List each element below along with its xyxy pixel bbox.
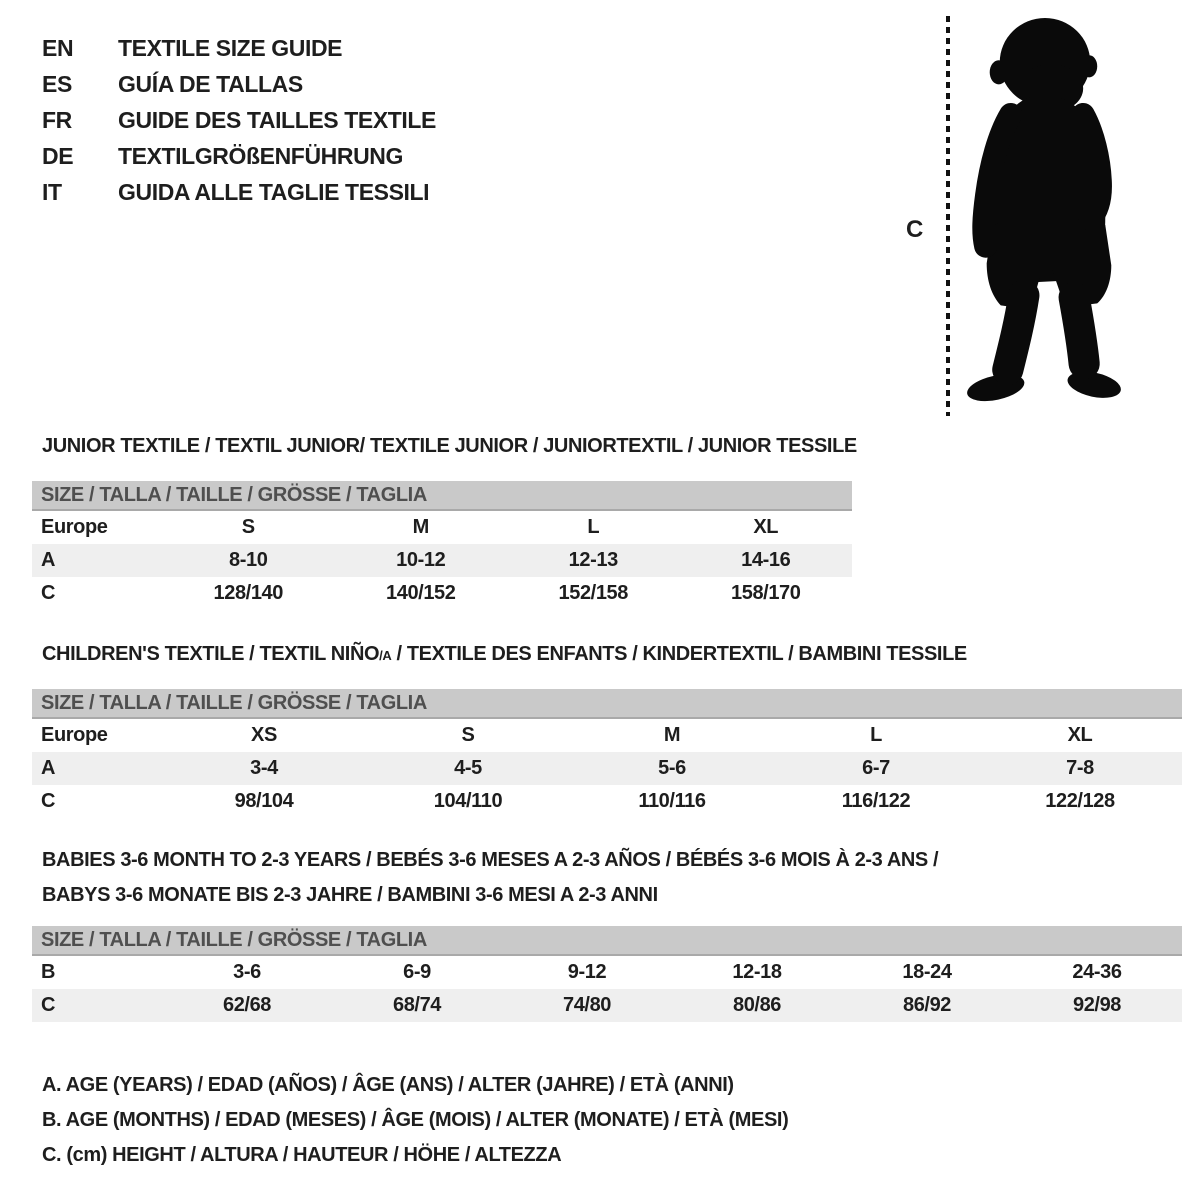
language-title: GUÍA DE TALLAS <box>118 70 303 97</box>
value-cell: 86/92 <box>902 994 952 1016</box>
table-row-months <box>32 956 1182 989</box>
value-cell: 92/98 <box>1072 994 1122 1016</box>
table-row-age <box>32 752 1182 785</box>
value-cell: 98/104 <box>234 790 294 812</box>
language-title-list <box>42 30 436 210</box>
value-cell: 158/170 <box>731 582 801 604</box>
size-header-band: SIZE / TALLA / TAILLE / GRÖSSE / TAGLIA <box>32 481 852 511</box>
children-title-small: /A <box>379 648 392 663</box>
language-code: IT <box>42 178 62 205</box>
legend <box>42 1068 788 1173</box>
language-row-en <box>42 30 436 66</box>
row-label: B <box>41 961 56 983</box>
value-cell: 18-24 <box>902 961 952 983</box>
row-label: C <box>41 994 56 1016</box>
babies-title-line1: BABIES 3-6 MONTH TO 2-3 YEARS / BEBÉS 3-6 MESES A 2-3 AÑOS / BÉBÉS 3-6 MOIS À 2-3 ANS / <box>42 849 939 871</box>
value-cell: 3-4 <box>250 757 278 779</box>
language-row-fr <box>42 102 436 138</box>
table-row-height <box>32 785 1182 818</box>
table-row-age <box>32 544 852 577</box>
value-cell: 9-12 <box>567 961 607 983</box>
size-cell: XL <box>753 516 779 538</box>
language-code: FR <box>42 106 72 133</box>
value-cell: 6-7 <box>862 757 890 779</box>
size-cell: L <box>587 516 600 538</box>
value-cell: 4-5 <box>454 757 482 779</box>
children-size-table <box>32 689 1182 818</box>
height-measure-label: C <box>906 216 923 243</box>
value-cell: 6-9 <box>403 961 431 983</box>
value-cell: 12-13 <box>568 549 618 571</box>
children-title-part2: / TEXTILE DES ENFANTS / KINDERTEXTIL / BAMBINI TESSILE <box>391 643 967 665</box>
language-title: TEXTILE SIZE GUIDE <box>118 34 343 61</box>
children-title-part1: CHILDREN'S TEXTILE / TEXTIL NIÑO <box>42 643 380 665</box>
value-cell: 152/158 <box>558 582 628 604</box>
legend-line-height: C. (cm) HEIGHT / ALTURA / HAUTEUR / HÖHE / ALTEZZA <box>42 1144 562 1166</box>
size-header-band: SIZE / TALLA / TAILLE / GRÖSSE / TAGLIA <box>32 689 1182 719</box>
value-cell: 7-8 <box>1066 757 1094 779</box>
language-code: ES <box>42 70 72 97</box>
value-cell: 5-6 <box>658 757 686 779</box>
row-label: Europe <box>41 724 108 746</box>
value-cell: 3-6 <box>233 961 261 983</box>
language-title: TEXTILGRÖßENFÜHRUNG <box>118 142 403 169</box>
language-row-de <box>42 138 436 174</box>
size-cell: M <box>663 724 681 746</box>
legend-line-age-months: B. AGE (MONTHS) / EDAD (MESES) / ÂGE (MOIS) / ALTER (MONATE) / ETÀ (MESI) <box>42 1109 789 1131</box>
table-row-height <box>32 577 852 610</box>
value-cell: 128/140 <box>213 582 283 604</box>
legend-line-age-years: A. AGE (YEARS) / EDAD (AÑOS) / ÂGE (ANS) / ALTER (JAHRE) / ETÀ (ANNI) <box>42 1074 734 1096</box>
table-row-columns <box>32 511 852 544</box>
value-cell: 14-16 <box>741 549 791 571</box>
baby-silhouette-icon <box>960 12 1142 424</box>
children-section-title <box>42 642 967 668</box>
value-cell: 110/116 <box>638 790 706 812</box>
size-cell: S <box>241 516 255 538</box>
height-measure-dashed-line <box>946 16 950 416</box>
row-label: A <box>41 549 56 571</box>
value-cell: 80/86 <box>732 994 782 1016</box>
value-cell: 8-10 <box>229 549 268 571</box>
size-cell: S <box>461 724 475 746</box>
row-label: C <box>41 582 56 604</box>
row-label: Europe <box>41 516 108 538</box>
value-cell: 140/152 <box>386 582 456 604</box>
size-cell: XL <box>1067 724 1093 746</box>
value-cell: 116/122 <box>841 790 911 812</box>
babies-title-line2: BABYS 3-6 MONATE BIS 2-3 JAHRE / BAMBINI 3-6 MESI A 2-3 ANNI <box>42 884 658 906</box>
language-title: GUIDA ALLE TAGLIE TESSILI <box>118 178 430 205</box>
size-cell: M <box>412 516 429 538</box>
value-cell: 12-18 <box>732 961 782 983</box>
language-code: EN <box>42 34 74 61</box>
value-cell: 122/128 <box>1045 790 1115 812</box>
value-cell: 74/80 <box>562 994 612 1016</box>
value-cell: 10-12 <box>396 549 446 571</box>
language-title: GUIDE DES TAILLES TEXTILE <box>118 106 436 133</box>
babies-section-title <box>42 843 938 913</box>
junior-size-table <box>32 481 852 610</box>
value-cell: 104/110 <box>433 790 503 812</box>
babies-size-table <box>32 926 1182 1022</box>
table-row-columns <box>32 719 1182 752</box>
table-row-height <box>32 989 1182 1022</box>
junior-section-title: JUNIOR TEXTILE / TEXTIL JUNIOR/ TEXTILE JUNIOR / JUNIORTEXTIL / JUNIOR TESSILE <box>42 435 857 457</box>
value-cell: 24-36 <box>1072 961 1122 983</box>
value-cell: 68/74 <box>392 994 442 1016</box>
size-cell: XS <box>251 724 277 746</box>
language-row-es <box>42 66 436 102</box>
row-label: C <box>41 790 56 812</box>
row-label: A <box>41 757 56 779</box>
language-row-it <box>42 174 436 210</box>
size-header-band: SIZE / TALLA / TAILLE / GRÖSSE / TAGLIA <box>32 926 1182 956</box>
size-cell: L <box>870 724 882 746</box>
value-cell: 62/68 <box>222 994 272 1016</box>
language-code: DE <box>42 142 74 169</box>
